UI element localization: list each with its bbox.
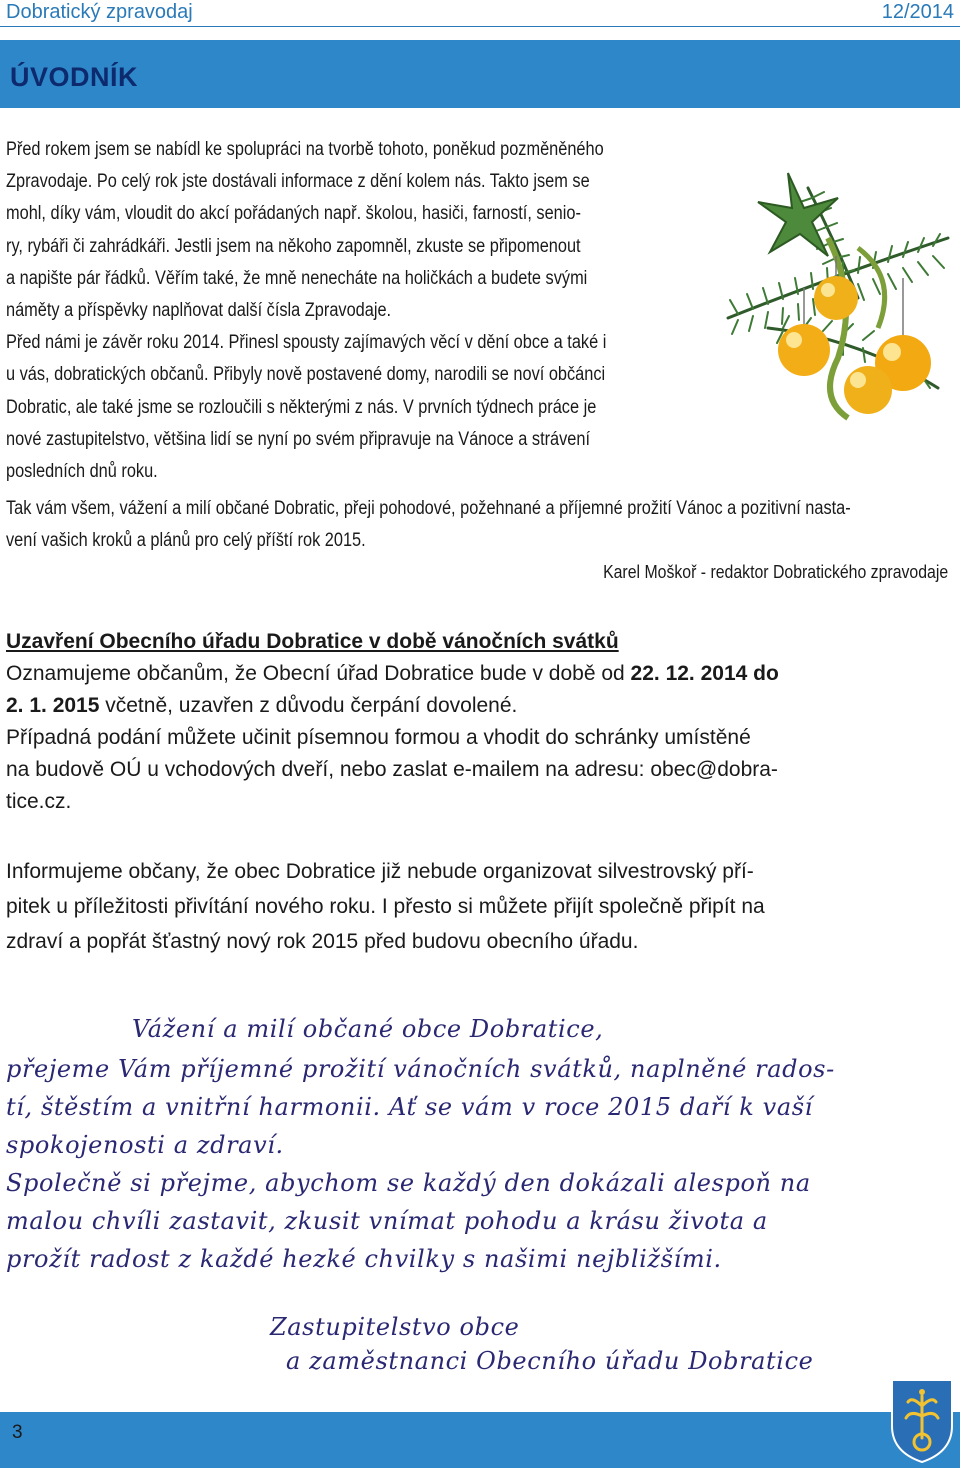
greeting-line: přejeme Vám příjemné prožití vánočních svátků, naplněné rados-	[6, 1055, 835, 1083]
closure-end-date: 2. 1. 2015	[6, 694, 100, 717]
running-header	[0, 0, 960, 27]
notice-line: tice.cz.	[6, 790, 72, 813]
editorial-text	[6, 134, 694, 488]
notice-line: na budově OÚ u vchodových dveří, nebo zaslat e-mailem na adresu: obec@dobra-	[6, 758, 778, 781]
issue-number: 12/2014	[881, 1, 954, 23]
municipal-crest-icon	[888, 1376, 956, 1464]
greeting-line: tí, štěstím a vnitřní harmonii. Ať se vám v roce 2015 daří k vaší	[6, 1093, 813, 1121]
greeting-line: spokojenosti a zdraví.	[6, 1131, 284, 1159]
notice-line: Případná podání můžete učinit písemnou formou a vhodit do schránky umístěné	[6, 726, 751, 749]
editorial-closing	[6, 493, 952, 557]
editorial-line: náměty a příspěvky naplňovat další čísla Zpravodaje.	[6, 300, 392, 322]
editorial-line: nové zastupitelstvo, většina lidí se nyní po svém připravuje na Vánoce a strávení	[6, 428, 591, 450]
editorial-line: mohl, díky vám, vloudit do akcí pořádaných např. školou, hasiči, farností, senio-	[6, 203, 581, 225]
new-year-notice	[6, 854, 956, 959]
footer-bar	[0, 1412, 960, 1468]
notice-line: pitek u příležitosti přivítání nového roku. I přesto si můžete přijít společně připít na	[6, 895, 765, 918]
signature-line: a zaměstnanci Obecního úřadu Dobratice	[286, 1347, 814, 1375]
notice-text: včetně, uzavřen z důvodu čerpání dovolené.	[99, 694, 518, 717]
notice-line: Informujeme občany, že obec Dobratice již nebude organizovat silvestrovský pří-	[6, 860, 754, 883]
editorial-line: Tak vám všem, vážení a milí občané Dobratic, přeji pohodové, požehnané a příjemné prožití Vánoc a pozitivní nasta-	[6, 498, 851, 519]
editorial-line: ry, rybáři či zahrádkáři. Jestli jsem na někoho zapomněl, zkuste se připomenout	[6, 235, 581, 257]
greeting-signature	[270, 1310, 813, 1378]
editorial-line: Dobratic, ale také jsme se rozloučili s některými z nás. V prvních týdnech práce je	[6, 396, 597, 418]
section-title: ÚVODNÍK	[10, 62, 139, 92]
holiday-greeting	[6, 1010, 956, 1278]
greeting-line: malou chvíli zastavit, zkusit vnímat pohodu a krásu života a	[6, 1207, 768, 1235]
editorial-line: vení vašich kroků a plánů pro celý příští rok 2015.	[6, 530, 366, 551]
office-closure-notice	[6, 626, 956, 818]
editorial-line: Před rokem jsem se nabídl ke spolupráci na tvorbě tohoto, poněkud pozměněného	[6, 139, 604, 160]
notice-paragraph	[6, 658, 956, 722]
notice-text: Oznamujeme občanům, že Obecní úřad Dobratice bude v době od	[6, 662, 631, 685]
greeting-line: Společně si přejme, abychom se každý den dokázali alespoň na	[6, 1169, 811, 1197]
notice-title: Uzavření Obecního úřadu Dobratice v době vánočních svátků	[6, 630, 619, 653]
greeting-heading: Vážení a milí občané obce Dobratice,	[132, 1015, 604, 1043]
notice-line: zdraví a popřát šťastný nový rok 2015 před budovu obecního úřadu.	[6, 930, 639, 953]
signature-line: Zastupitelstvo obce	[270, 1313, 520, 1341]
editorial-line: Zpravodaje. Po celý rok jste dostávali informace z dění kolem nás. Takto jsem se	[6, 171, 590, 193]
section-banner	[0, 40, 960, 108]
greeting-line: prožít radost z každé hezké chvilky s našimi nejbližšími.	[6, 1245, 722, 1273]
page-number: 3	[12, 1422, 23, 1443]
closure-start-date: 22. 12. 2014 do	[630, 662, 779, 685]
editor-signature: Karel Moškoř - redaktor Dobratického zpravodaje	[602, 562, 948, 582]
publication-title: Dobratický zpravodaj	[6, 1, 193, 23]
editorial-line: u vás, dobratických občanů. Přibyly nově postavené domy, narodili se noví občánci	[6, 364, 606, 386]
editorial-line: Před námi je závěr roku 2014. Přinesl spousty zajímavých věcí v dění obce a také i	[6, 332, 607, 354]
editorial-line: posledních dnů roku.	[6, 461, 158, 483]
christmas-branch-illustration	[708, 128, 958, 428]
editorial-line: a napište pár řádků. Věřím také, že mně nenecháte na holičkách a budete svými	[6, 267, 588, 289]
